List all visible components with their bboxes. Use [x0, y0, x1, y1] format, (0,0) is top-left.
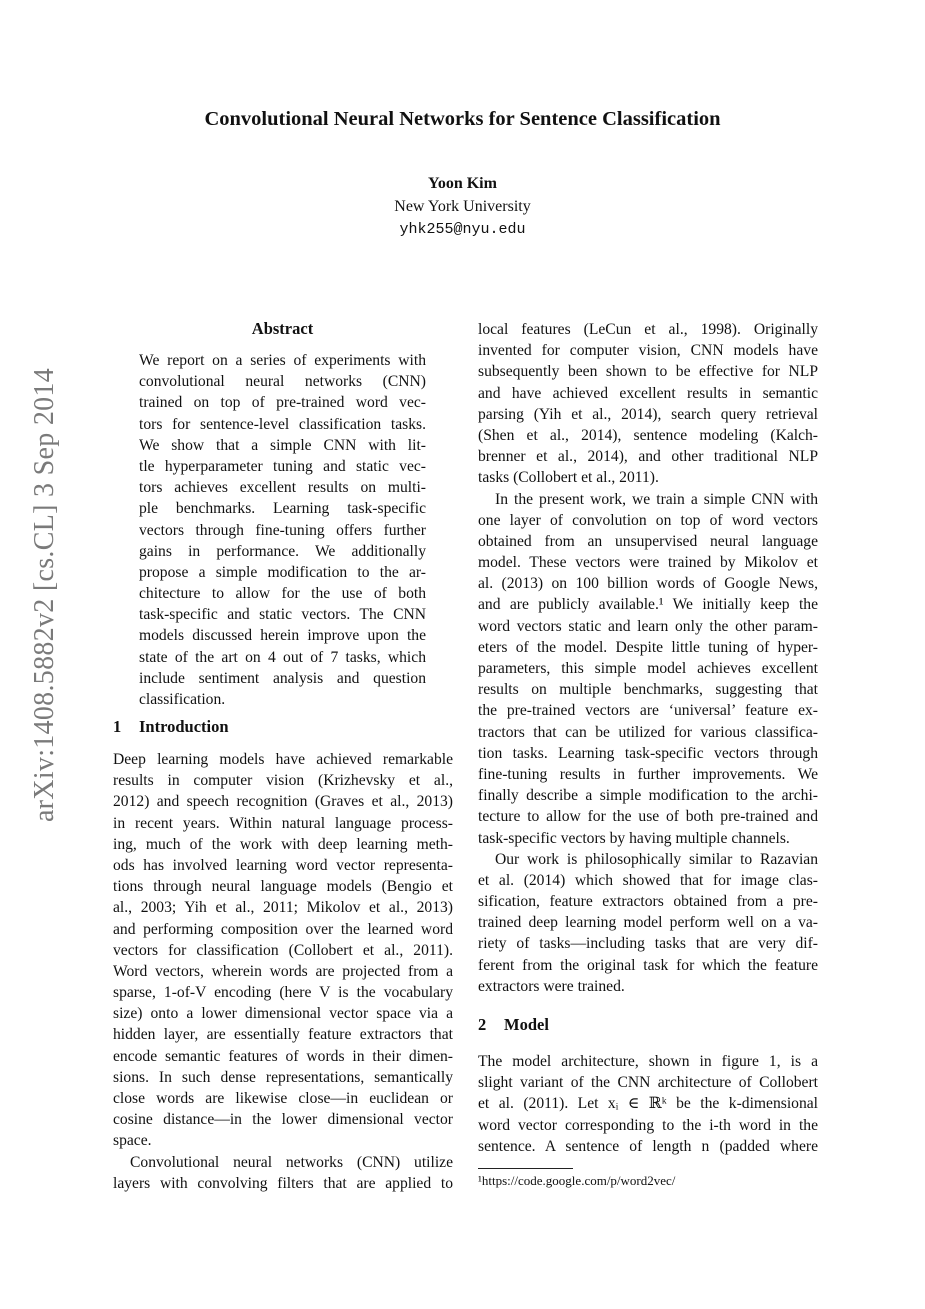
text-line: tors for sentence-level classification tasks. [139, 415, 426, 433]
section-heading-introduction [113, 717, 229, 737]
text-line: sification, feature extractors obtained from a pre- [478, 893, 818, 911]
section-heading-model [478, 1015, 549, 1035]
section-title: Model [504, 1015, 549, 1034]
text-line: ing, much of the work with deep learning meth- [113, 835, 453, 853]
text-line: vectors for classification (Collobert et al., 2011). [113, 941, 453, 959]
section-number: 2 [478, 1015, 487, 1034]
footnote[interactable]: ¹https://code.google.com/p/word2vec/ [478, 1173, 676, 1188]
text-line: word vectors static and learn only the other param- [478, 617, 818, 635]
section-title: Introduction [139, 717, 229, 736]
text-line: We show that a simple CNN with lit- [139, 436, 426, 454]
text-line: sions. In such dense representations, semantically [113, 1068, 453, 1086]
text-line: one layer of convolution on top of word vectors [478, 511, 818, 529]
text-line: invented for computer vision, CNN models have [478, 342, 818, 360]
text-line: parsing (Yih et al., 2014), search query retrieval [478, 405, 818, 423]
text-line: ods has involved learning word vector representa- [113, 856, 453, 874]
paragraph [478, 849, 818, 997]
paragraph [478, 489, 818, 849]
text-line: and performing composition over the learned word [113, 920, 453, 938]
text-line: local features (LeCun et al., 1998). Originally [478, 321, 818, 338]
text-line: include sentiment analysis and question [139, 669, 426, 687]
text-line: classification. [139, 691, 226, 708]
text-line: sentence. A sentence of length n (padded where [478, 1137, 818, 1155]
text-line: the pre-trained vectors are ‘universal’ feature ex- [478, 702, 818, 720]
text-line: tion tasks. Learning task-specific vectors through [478, 744, 818, 762]
text-line: We report on a series of experiments with [139, 352, 426, 369]
text-line: al., 2003; Yih et al., 2011; Mikolov et al., 2013) [113, 899, 453, 917]
text-line: Word vectors, wherein words are projected from a [113, 962, 453, 980]
introduction-body [113, 749, 453, 1194]
text-line: slight variant of the CNN architecture of Collobert [478, 1074, 818, 1092]
text-line: riety of tasks—including tasks that are very dif- [478, 935, 818, 953]
text-line: eters of the model. Despite little tuning of hyper- [478, 638, 818, 656]
text-line: tors achieves excellent results on multi- [139, 479, 426, 497]
text-line: ple benchmarks. Learning task-specific [139, 500, 426, 518]
text-line: tecture to allow for the use of both pre-trained and [478, 808, 818, 826]
section-number: 1 [113, 717, 122, 736]
text-line: finally describe a simple modification to the archi- [478, 787, 818, 805]
text-line: In the present work, we train a simple CNN with [495, 490, 818, 508]
text-line: encode semantic features of words in their dimen- [113, 1047, 453, 1065]
author-affiliation: New York University [394, 198, 531, 215]
text-line: chitecture to allow for the use of both [139, 585, 426, 603]
text-line: The model architecture, shown in figure 1, is a [478, 1053, 818, 1070]
text-line: extractors were trained. [478, 977, 625, 995]
text-line: 2012) and speech recognition (Graves et al., 2013) [113, 793, 453, 811]
text-line: results in computer vision (Krizhevsky et al., [113, 772, 453, 790]
paragraph [478, 319, 818, 489]
text-line: results on multiple benchmarks, suggesting that [478, 681, 818, 699]
author-email[interactable]: yhk255@nyu.edu [399, 221, 526, 238]
text-line: gains in performance. We additionally [139, 542, 426, 560]
paragraph [478, 1051, 818, 1157]
abstract-heading: Abstract [251, 319, 314, 338]
text-line: brenner et al., 2014), and other traditional NLP [478, 448, 818, 466]
text-line: fine-tuning results in further improvements. We [478, 765, 818, 783]
text-line: and have achieved excellent results in semantic [478, 384, 818, 402]
model-body [478, 1051, 818, 1157]
text-line: task-specific vectors by having multiple channels. [478, 829, 790, 847]
text-line: tasks (Collobert et al., 2011). [478, 469, 659, 487]
text-line: task-specific and static vectors. The CNN [139, 606, 426, 624]
abstract-body [139, 350, 426, 710]
text-line: Deep learning models have achieved remarkable [113, 751, 453, 768]
text-line: et al. (2014) which showed that for image clas- [478, 871, 818, 889]
text-line: cosine distance—in the lower dimensional vector [113, 1111, 453, 1129]
text-line: Our work is philosophically similar to Razavian [495, 850, 818, 868]
text-line: subsequently been shown to be effective for NLP [478, 363, 818, 381]
text-line: parameters, this simple model achieves excellent [478, 660, 818, 677]
text-line: state of the art on 4 out of 7 tasks, which [139, 648, 426, 666]
text-line: (Shen et al., 2014), sentence modeling (Kalch- [478, 426, 818, 444]
text-line: et al. (2011). Let xᵢ ∈ ℝᵏ be the k-dimensional [478, 1095, 818, 1113]
right-column-body [478, 319, 818, 997]
text-line: space. [113, 1132, 152, 1150]
footnote-divider [478, 1168, 573, 1169]
text-line: tions through neural language models (Bengio et [113, 878, 453, 896]
text-line: and are publicly available.¹ We initially keep the [478, 596, 818, 614]
arxiv-stamp: arXiv:1408.5882v2 [cs.CL] 3 Sep 2014 [29, 367, 60, 823]
text-line: models discussed herein improve upon the [139, 627, 426, 645]
text-line: hidden layer, are essentially feature extractors that [113, 1026, 453, 1044]
text-line: word vector corresponding to the i-th word in the [478, 1116, 818, 1134]
text-line: layers with convolving filters that are applied to [113, 1174, 453, 1192]
text-line: propose a simple modification to the ar- [139, 563, 426, 581]
text-line: trained on top of pre-trained word vec- [139, 394, 426, 412]
text-line: trained deep learning model perform well on a va- [478, 914, 818, 932]
text-line: model. These vectors were trained by Mikolov et [478, 554, 818, 572]
text-line: Convolutional neural networks (CNN) utilize [130, 1153, 453, 1171]
text-line: vectors through fine-tuning offers further [139, 521, 426, 539]
author-name: Yoon Kim [428, 175, 497, 192]
text-line: convolutional neural networks (CNN) [139, 373, 426, 391]
text-line: close words are likewise close—in euclidean or [113, 1090, 453, 1107]
text-line: sparse, 1-of-V encoding (here V is the vocabulary [113, 984, 453, 1002]
text-line: al. (2013) on 100 billion words of Google News, [478, 575, 818, 593]
text-line: obtained from an unsupervised neural language [478, 532, 818, 550]
text-line: ferent from the original task for which the feature [478, 956, 818, 974]
text-line: tle hyperparameter tuning and static vec- [139, 457, 426, 475]
text-line: in recent years. Within natural language process- [113, 814, 453, 832]
text-line: tractors that can be utilized for various classifica- [478, 723, 818, 741]
text-line: size) onto a lower dimensional vector space via a [113, 1005, 453, 1023]
paragraph [113, 1152, 453, 1194]
paper-title: Convolutional Neural Networks for Sentence Classification [204, 108, 721, 130]
paragraph [139, 350, 426, 710]
paragraph [113, 749, 453, 1152]
